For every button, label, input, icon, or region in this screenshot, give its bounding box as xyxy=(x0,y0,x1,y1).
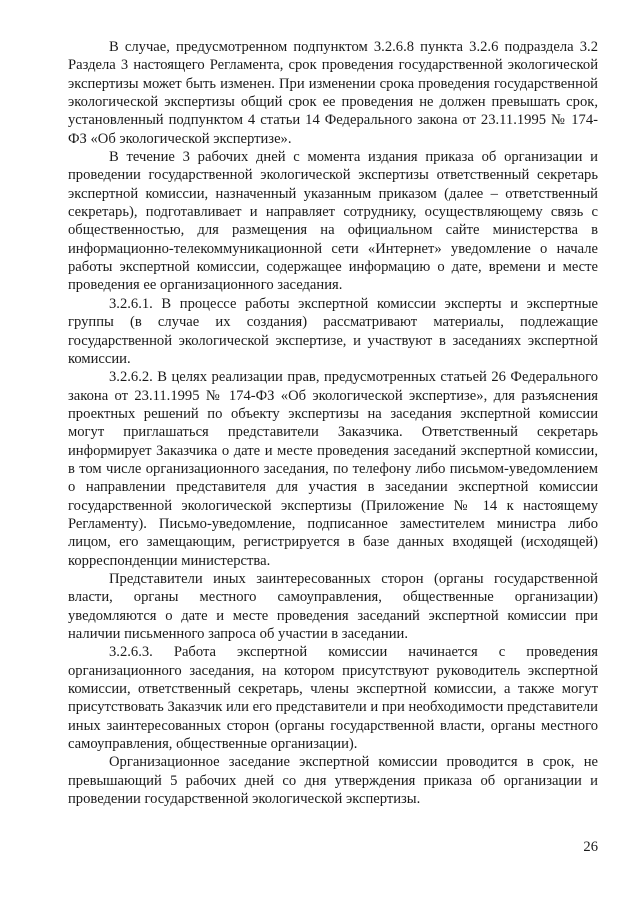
paragraph-interested-parties: Представители иных заинтересованных сторон (органы государственной власти, органы местного самоуправления, общественные организации) уведомляются о дате и месте проведения заседаний экспертной комиссии при наличии письменного запроса об участии в заседании. xyxy=(68,570,598,642)
document-page xyxy=(68,38,598,808)
page-number: 26 xyxy=(583,839,598,855)
paragraph-3-2-6-2: 3.2.6.2. В целях реализации прав, предусмотренных статьей 26 Федерального закона от 23.11.1995 № 174-ФЗ «Об экологической экспертизе», для разъяснения проектных решений по объекту экспертизы на заседания экспертной комиссии могут приглашаться представители Заказчика. Ответственный секретарь информирует Заказчика о дате и месте проведения заседаний экспертной комиссии, в том числе организационного заседания, по телефону либо письмом-уведомлением о направлении представителя для участия в заседании экспертной комиссии государственной экологической экспертизы (Приложение № 14 к настоящему Регламенту). Письмо-уведомление, подписанное заместителем министра либо лицом, его замещающим, регистрируется в базе данных входящей (исходящей) корреспонденции министерства. xyxy=(68,369,598,569)
paragraph-review-period-change: В случае, предусмотренном подпунктом 3.2.6.8 пункта 3.2.6 подраздела 3.2 Раздела 3 настоящего Регламента, срок проведения государственной экологической экспертизы может быть изменен. При изменении срока проведения государственной экологической экспертизы общий срок ее проведения не должен превышать срок, установленный подпунктом 4 статьи 14 Федерального закона от 23.11.1995 № 174-ФЗ «Об экологической экспертизе». xyxy=(68,39,598,147)
paragraph-3-2-6-3: 3.2.6.3. Работа экспертной комиссии начинается с проведения организационного заседания, на котором присутствуют руководитель экспертной комиссии, ответственный секретарь, члены экспертной комиссии, а также могут присутствовать Заказчик или его представители и при необходимости представители иных заинтересованных сторон (органы государственной власти, органы местного самоуправления, общественные организации). xyxy=(68,644,598,753)
paragraph-commission-notice: В течение 3 рабочих дней с момента издания приказа об организации и проведении государственной экологической экспертизы ответственный секретарь экспертной комиссии, назначенный указанным приказом (далее – ответственный секретарь), подготавливает и направляет сотруднику, осуществляющему связь с общественностью, для размещения на официальном сайте министерства в информационно-телекоммуникационной сети «Интернет» уведомление о начале работы экспертной комиссии, содержащее информацию о дате, времени и месте проведения ее организационного заседания. xyxy=(68,149,598,294)
paragraph-organizational-meeting: Организационное заседание экспертной комиссии проводится в срок, не превышающий 5 рабочих дней со дня утверждения приказа об организации и проведении государственной экологической экспертизы. xyxy=(68,754,598,808)
paragraph-3-2-6-1: 3.2.6.1. В процессе работы экспертной комиссии эксперты и экспертные группы (в случае их создания) рассматривают материалы, подлежащие государственной экологической экспертизе, и участвуют в заседаниях экспертной комиссии. xyxy=(68,295,598,367)
